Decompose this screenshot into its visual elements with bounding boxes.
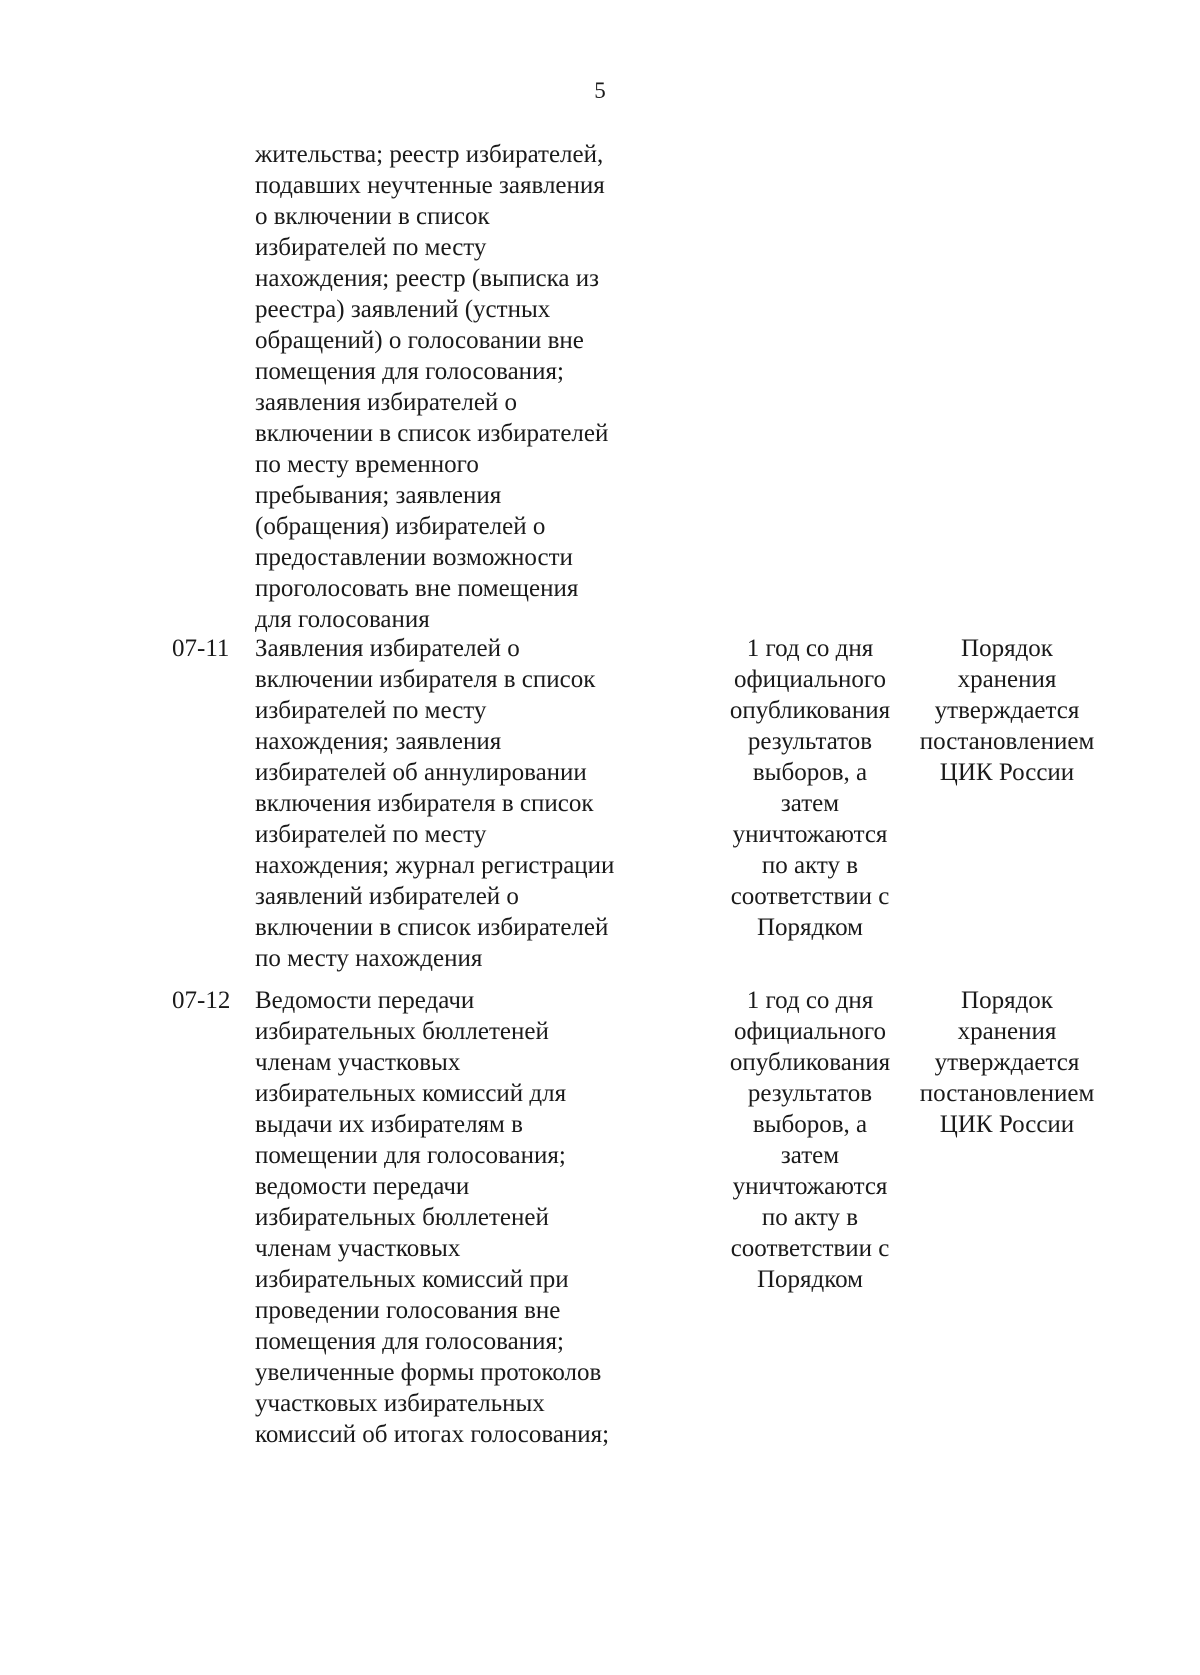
row-code: 07-12: [172, 987, 231, 1014]
row-note: Порядок хранения утверждается постановлением ЦИК России: [919, 635, 1095, 786]
row-description: Ведомости передачи избирательных бюллетеней членам участковых избирательных комиссий для выдачи их избирателям в помещении для голосования; ведомости передачи избирательных бюллетеней членам участковых избирательных комиссий при проведении голосования вне помещения для голосования; увеличенные формы протоколов участковых избирательных комиссий об итогах голосования;: [255, 987, 610, 1448]
continued-description: жительства; реестр избирателей, подавших неучтенные заявления о включении в список избирателей по месту нахождения; реестр (выписка из реестра) заявлений (устных обращений) о голосовании вне помещения для голосования; заявления избирателей о включении в список избирателей по месту временного пребывания; заявления (обращения) избирателей о предоставлении возможности проголосовать вне помещения для голосования: [255, 141, 609, 633]
row-description: Заявления избирателей о включении избирателя в список избирателей по месту нахождения; заявления избирателей об аннулировании включения избирателя в список избирателей по месту нахождения; журнал регистрации заявлений избирателей о включении в список избирателей по месту нахождения: [255, 635, 615, 972]
page-number: 5: [594, 78, 606, 103]
row-retention-term: 1 год со дня официального опубликования результатов выборов, а затем уничтожаются по акту в соответствии с Порядком: [729, 635, 891, 941]
row-retention-term: 1 год со дня официального опубликования результатов выборов, а затем уничтожаются по акту в соответствии с Порядком: [729, 987, 891, 1293]
row-code: 07-11: [172, 635, 230, 662]
row-note: Порядок хранения утверждается постановлением ЦИК России: [919, 987, 1095, 1138]
